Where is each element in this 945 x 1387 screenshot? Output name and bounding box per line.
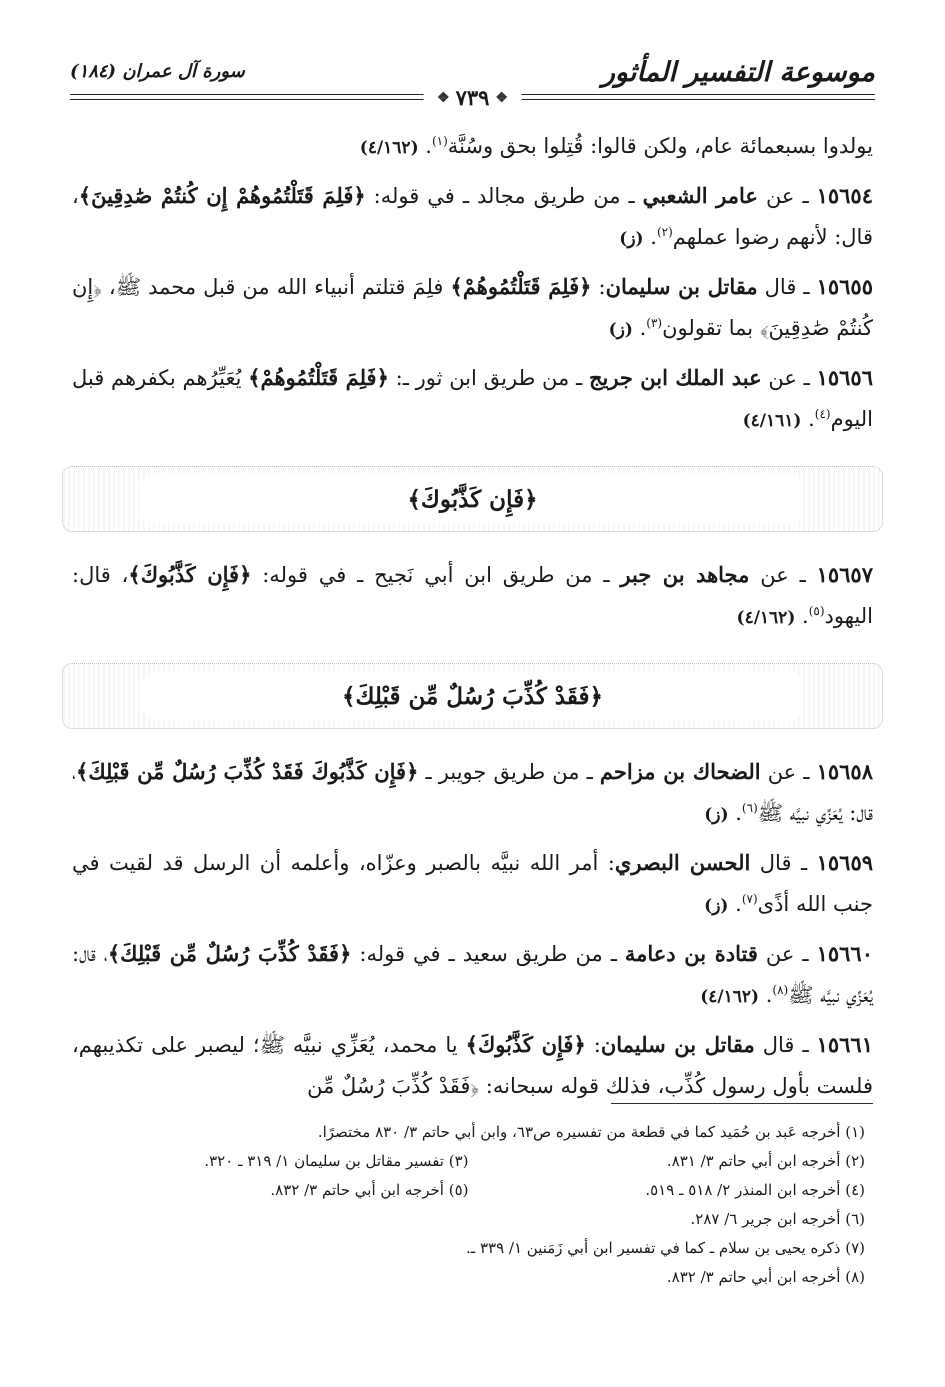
ornament-icon: ❖ (495, 89, 508, 106)
quran-quote: ﴿فَإِن كَذَّبُوكَ﴾ (128, 562, 252, 587)
narration-number: ١٥٦٥٥ (816, 274, 873, 299)
narration-number: ١٥٦٥٤ (816, 183, 873, 208)
narrator-name: مجاهد بن جبر (620, 562, 750, 587)
chain-text: ـ من طريق ابن ثور ـ: (388, 366, 589, 390)
connector-text: ـ قال (757, 275, 817, 299)
narration-paragraph (72, 1024, 873, 1107)
connector-text: ـ عن (760, 760, 817, 784)
footnote-marker: (٥) (808, 604, 825, 618)
quran-quote: ﴿فَلِمَ قَتَلْتُمُوهُمْ﴾ (450, 274, 592, 299)
volume-reference: (٤/١٦١) (742, 411, 802, 431)
commentary-text: ، قال: اليهود (72, 563, 873, 628)
narration-number: ١٥٦٥٧ (816, 562, 873, 587)
volume-reference: (ز) (704, 805, 729, 825)
narrator-name: عامر الشعبي (642, 183, 758, 208)
narrator-name: الضحاك بن مزاحم (599, 759, 761, 784)
quran-quote: ﴿فَإِن كَذَّبُوكَ فَقَدْ كُذِّبَ رُسُلٌ مِّن قَبْلِكَ﴾ (76, 759, 419, 784)
quran-quote: ﴿فَإِن كَذَّبُوكَ﴾ (465, 1032, 586, 1057)
connector-text: ـ عن (749, 563, 817, 587)
narration-paragraph (72, 751, 873, 836)
footnote-2: (٢) أخرجه ابن أبي حاتم ٣/ ٨٣١. (666, 1152, 865, 1170)
chain-text: : (591, 275, 606, 299)
commentary-text: أمر الله نبيَّه بالصبر وعزّاه، وأعلمه أن الرسل قد لقيت في جنب الله أذًى (72, 851, 873, 916)
footnote-marker: (٦) (741, 801, 758, 815)
punctuation: . (759, 983, 773, 1007)
chain-text: : (585, 1033, 601, 1057)
commentary-text: يُعَيِّرُهم بكفرهم قبل اليوم (72, 366, 873, 431)
volume-reference: (ز) (619, 229, 644, 249)
narrator-name: عبد الملك ابن جريج (588, 365, 762, 390)
chain-text: ـ من طريق ابن أبي نَجيح ـ في قوله: (251, 563, 621, 587)
volume-reference: (ز) (704, 896, 729, 916)
footnote-marker: (٨) (772, 983, 789, 997)
heading-text: ﴿فَإِن كَذَّبُوكَ﴾ (142, 474, 803, 524)
punctuation: . (643, 225, 657, 249)
chain-text: ـ من طريق جويبر ـ (418, 760, 600, 784)
narration-paragraph (72, 266, 873, 351)
heading-text: ﴿فَقَدْ كُذِّبَ رُسُلٌ مِّن قَبْلِكَ﴾ (142, 671, 803, 721)
narration-number: ١٥٦٦٠ (816, 941, 873, 966)
narrator-name: مقاتل بن سليمان (605, 274, 758, 299)
connector-text: ـ قال (754, 1033, 817, 1057)
connector-text: ـ عن (757, 942, 817, 966)
footnote-marker: (٢) (656, 225, 673, 239)
footnote-marker: (٤) (814, 407, 831, 421)
connector-text: يولدوا بسبعمائة عام، ولكن قالوا: قُتِلوا بحق وسُنَّة (447, 134, 873, 158)
narration-number: ١٥٦٥٩ (816, 850, 874, 875)
commentary-text: فلِمَ قتلتم أنبياء الله من قبل محمد ﷺ، ﴿إِن كُنتُمْ صَٰدِقِينَ﴾ بما تقولون (72, 275, 873, 340)
footnote-3: (٣) تفسير مقاتل بن سليمان ١/ ٣١٩ ـ ٣٢٠. (204, 1152, 469, 1170)
surah-label: سورة آل عمران (١٨٤) (70, 61, 245, 82)
quran-quote: ﴿فَقَدْ كُذِّبَ رُسُلٌ مِّن قَبْلِكَ﴾ (107, 941, 352, 966)
quran-quote: ﴿فَلِمَ قَتَلْتُمُوهُمْ إِن كُنتُمْ صَٰدِقِينَ﴾ (78, 183, 366, 208)
narration-paragraph (72, 126, 873, 169)
volume-reference: (٤/١٦٢) (359, 138, 419, 158)
connector-text: ـ قال (750, 851, 817, 875)
footnote-marker: (٧) (741, 892, 758, 906)
footnote-marker: (١) (431, 134, 448, 148)
footnote-4: (٤) أخرجه ابن المنذر ٢/ ٥١٨ ـ ٥١٩. (645, 1181, 865, 1199)
footnote-marker: (٣) (646, 316, 663, 330)
narration-number: ١٥٦٦١ (816, 1032, 873, 1057)
book-title: موسوعة التفسير المأثور (601, 57, 875, 88)
ayah-heading (72, 456, 873, 538)
punctuation: . (795, 604, 809, 628)
narration-paragraph (72, 842, 873, 927)
footnote-5: (٥) أخرجه ابن أبي حاتم ٣/ ٨٣٢. (270, 1181, 469, 1199)
narration-number: ١٥٦٥٦ (816, 365, 873, 390)
footnotes (72, 1118, 865, 1292)
volume-reference: (ز) (608, 320, 633, 340)
narration-paragraph (72, 357, 873, 442)
narration-paragraph (72, 933, 873, 1018)
ornament-icon: ❖ (437, 89, 450, 106)
connector-text: ـ عن (757, 184, 817, 208)
ayah-heading (72, 653, 873, 735)
volume-reference: (٤/١٦٢) (736, 608, 796, 628)
narration-paragraph (72, 175, 873, 260)
chain-text: ـ من طريق مجالد ـ في قوله: (365, 184, 643, 208)
main-text (72, 126, 873, 1113)
punctuation: . (728, 801, 742, 825)
chain-text: ـ من طريق سعيد ـ في قوله: (351, 942, 625, 966)
punctuation: . (632, 316, 647, 340)
narration-number: ١٥٦٥٨ (816, 759, 873, 784)
footnote-1: (١) أخرجه عَبد بن حُمَيد كما في قطعة من تفسيره ص٦٣، وابن أبي حاتم ٣/ ٨٣٠ مختصرًا. (317, 1123, 865, 1141)
punctuation: . (728, 892, 742, 916)
footnote-7: (٧) ذكره يحيى بن سلام ـ كما في تفسير ابن أبي زَمَنين ١/ ٣٣٩ ـ. (466, 1239, 865, 1257)
narrator-name: مقاتل بن سليمان (600, 1032, 755, 1057)
volume-reference: (٤/١٦٢) (700, 987, 760, 1007)
punctuation: . (801, 407, 815, 431)
footnote-8: (٨) أخرجه ابن أبي حاتم ٣/ ٨٣٢. (666, 1268, 865, 1286)
page-number: ٧٣٩ (455, 85, 490, 110)
quran-quote: ﴿فَلِمَ قَتَلْتُمُوهُمْ﴾ (248, 365, 389, 390)
commentary-text: ، قال: يُعَزِّي نبيَّه ﷺ (72, 942, 873, 1007)
running-header (70, 55, 875, 111)
commentary-text: ، قال: لأنهم رضوا عملهم (72, 184, 873, 249)
punctuation: . (418, 134, 432, 158)
page-number-box (423, 85, 522, 110)
narration-paragraph (72, 554, 873, 639)
commentary-text: ، قال: يُعَزِّي نبيَّه ﷺ (72, 760, 873, 825)
narrator-name: الحسن البصري (614, 850, 751, 875)
narrator-name: قتادة بن دعامة (624, 941, 758, 966)
chain-text: : (598, 851, 615, 875)
footnote-rule (611, 1103, 873, 1104)
commentary-text: يا محمد، يُعَزِّي نبيَّه ﷺ؛ ليصبر على تكذيبهم، فلست بأول رسول كُذِّب، فذلك قوله سبحانه: ﴿فَقَدْ كُذِّبَ رُسُلٌ مِّن (72, 1033, 873, 1098)
connector-text: ـ عن (761, 366, 817, 390)
footnote-6: (٦) أخرجه ابن جرير ٦/ ٢٨٧. (690, 1210, 865, 1228)
